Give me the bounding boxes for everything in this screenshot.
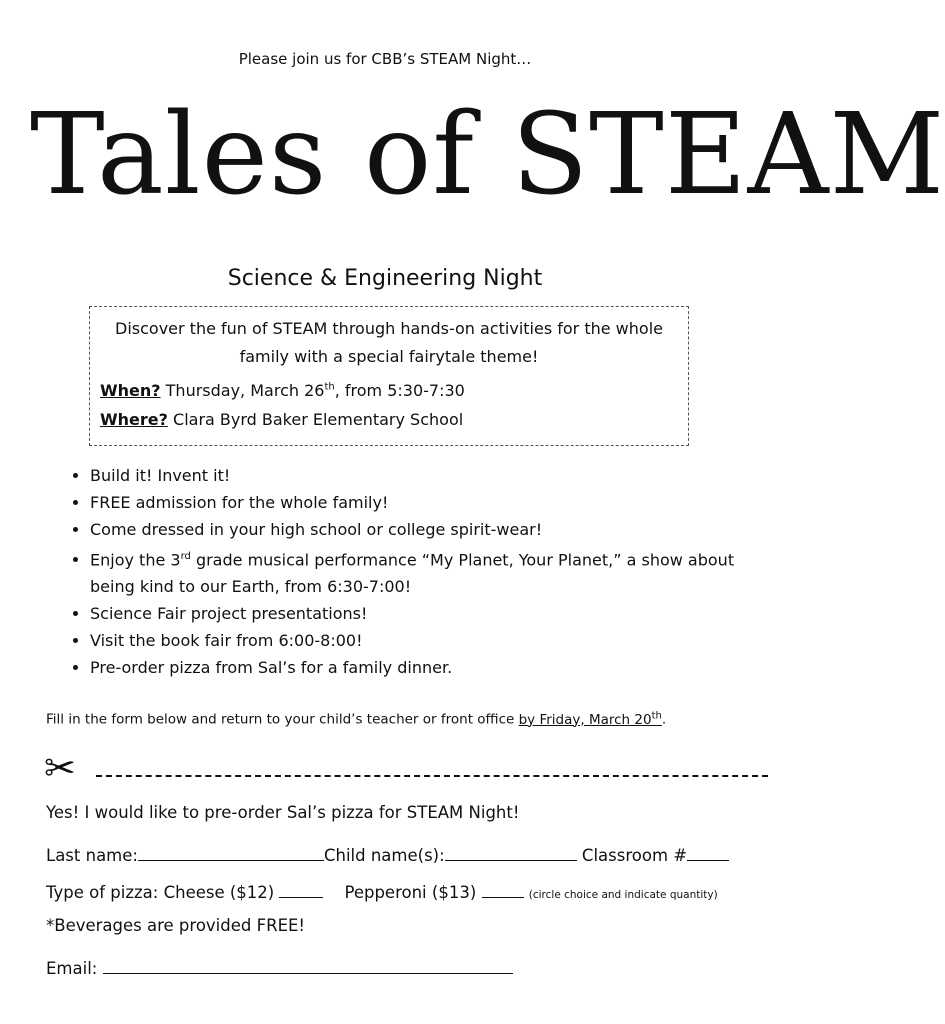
email-field[interactable] [103,955,513,974]
beverages-note: *Beverages are provided FREE! [46,916,306,935]
pepperoni-quantity-field[interactable] [482,879,524,898]
where-value: Clara Byrd Baker Elementary School [173,410,464,429]
last-name-field[interactable] [138,842,324,861]
event-where [100,410,678,429]
event-highlights-list [62,462,760,681]
dashed-divider [96,775,768,777]
page-title: Tales of STEAM [30,90,945,220]
cut-line [44,746,734,790]
cheese-quantity-field[interactable] [279,879,323,898]
pizza-row [46,879,718,902]
invite-text: Please join us for CBB’s STEAM Night… [238,50,532,68]
last-name-label: Last name: [46,846,138,865]
list-item: • Build it! Invent it! [90,462,760,489]
list-item: • Visit the book fair from 6:00-8:00! [90,627,760,654]
deadline: by Friday, March 20th [518,710,662,728]
order-intro: Yes! I would like to pre-order Sal’s pizza for STEAM Night! [46,803,520,822]
pepperoni-label: Pepperoni ($13) [344,883,477,902]
event-info-box [89,306,689,446]
when-label: When? [100,381,161,400]
list-item: • Science Fair project presentations! [90,600,760,627]
list-item: • Enjoy the 3rd grade musical performance “My Planet, Your Planet,” a show about being kind to our Earth, from 6:30-7:00! [90,543,760,600]
child-name-label: Child name(s): [323,846,445,865]
email-row [46,955,513,978]
pizza-note: (circle choice and indicate quantity) [528,889,718,901]
page-subtitle: Science & Engineering Night [227,266,543,291]
classroom-field[interactable] [687,842,729,861]
list-item: • Come dressed in your high school or college spirit-wear! [90,516,760,543]
list-item: • Pre-order pizza from Sal’s for a family dinner. [90,654,760,681]
event-description: Discover the fun of STEAM through hands-on activities for the whole family with a special fairytale theme! [115,319,663,366]
list-item: • FREE admission for the whole family! [90,489,760,516]
when-value: Thursday, March 26th, from 5:30-7:30 [165,381,465,400]
child-name-field[interactable] [445,842,577,861]
classroom-label: Classroom # [581,846,688,865]
event-when [100,381,678,400]
cheese-label: Type of pizza: Cheese ($12) [46,883,275,902]
scissors-icon: ✂ [44,746,76,790]
name-row [46,842,729,865]
return-instructions: Fill in the form below and return to your child’s teacher or front office by Friday, March 20th. [46,710,667,728]
where-label: Where? [100,410,168,429]
email-label: Email: [46,959,98,978]
